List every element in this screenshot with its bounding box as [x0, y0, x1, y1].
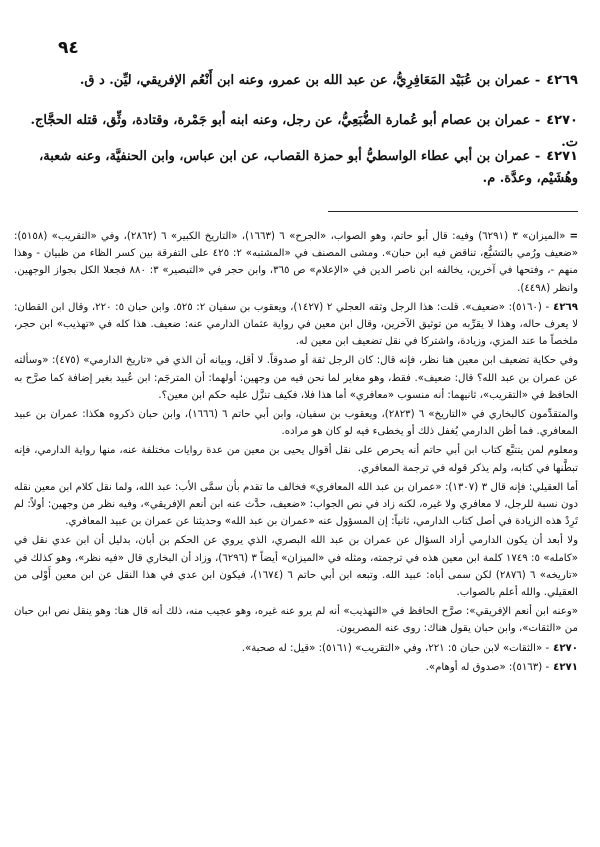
footnote: ولا أبعد أن يكون الدارمي أراد السؤال عن عمران بن عبد الله البصري، الذي يروي عن الحكم بن أبان، بدليل أن ابن عدي نقل في «كامله» ٥: ١٧٤٩ كلمة ابن معين هذه في ترجمته، ومثله في «الميزان» أيضاً ٣ (٦٢٩٦)، وزاد أن البخاري قال «فيه نظر»، وهو كذلك في «تاريخه» ٦ (٢٨٧٦) لكن سمى أباه: عبيد الله. وتبعه ابن أبي حاتم ٦ (١٦٧٤)، فيكون ابن عدي في هذا النقل عن ابن معين أَوْلى من العقيلي. والله أعلم بالصواب. — [14, 535, 578, 599]
footnote: ٤٢٧٠- «الثقات» لابن حبان ٥: ٢٢١، وفي «التقريب» (٥١٦١): «قيل: له صحبة». — [241, 642, 578, 654]
footnote: =«الميزان» ٣ (٦٢٩١) وفيه: قال أبو حاتم، وهو الصواب، «الجرح» ٦ (١٦٦٣)، «التاريخ الكبير» ٦ (٢٨٦٢)، وفي «التقريب» (٥١٥٨): «ضعيف ورُمي بالتشيُّع، تناقض فيه ابن حبان». ومشى المصنف في «المشتبه» ٢: ٤٢٥ على التفرقة بين كسر الظاء من ظبيان - وهذا منهم -، وفتحها في آخرين، يخالفه ابن ناصر الدين في «الإعلام» ص ٣٦٥، وابن حجر في «التبصير» ٣: ٨٨٠ فجعلا الكل بجواز الوجهين. وانظر (٤٤٩٨). — [14, 231, 579, 294]
footnote-separator — [328, 211, 578, 212]
entry-number: ٤٢٧١ — [546, 149, 578, 164]
footnote: وفي حكاية تضعيف ابن معين هنا نظر، فإنه قال: كان الرجل ثقة أو صدوقاً. لا أقل، وبيانه أن الذي في «تاريخ الدارمي» (٤٧٥): «وسألته عن عمران بن عبد الله؟ قال: ضعيف». فقط، وهو مغاير لما نحن فيه من وجهين: أولهما: أن المترجَم: ابن عُبيد بغير إضافة كما صرَّح به الحافظ في «التقريب»، ثانيهما: أنه منسوب «معافري» أما هذا فلا، فكيف تنزَّل عليه حكم ابن معين؟. — [14, 355, 578, 401]
entry-text: - عمران بن أبي عطاء الواسطيُّ أبو حمزة القصاب، عن ابن عباس، وابن الحنفيَّة، وعنه شعبة، وهُشَيْم، وعدَّة. م. — [39, 149, 578, 186]
entry-text: - عمران بن عُبَيْد المَعَافِرِيُّ، عن عبد الله بن عمرو، وعنه ابن أَنْعُم الإفريقي، ليِّن. د ق. — [79, 73, 541, 88]
footnote: ومعلوم لمن يتتبَّع كتاب ابن أبي حاتم أنه يحرص على نقل أقوال يحيى بن معين من عدة روايات مختلفة عنه، منها رواية الدارمي، فإنه تبطَّنها في كتابه، ولم يذكر قوله في ترجمة المعافري. — [14, 445, 578, 474]
footnote: ٤٢٦٩- (٥١٦٠): «ضعيف». قلت: هذا الرجل وثقه العجلي ٢ (١٤٢٧)، ويعقوب بن سفيان ٢: ٥٢٥. وابن حبان ٥: ٢٢٠، وقال ابن القطان: لا يعرف حاله، وهذا لا يقرِّبه من توثيق الآخرين، وقال ابن معين في رواية عثمان الدارمي عنه: ضعيف. هذا كله في «تهذيب» ابن حجر، ملخصاً ما عند المزي، وزيادة، واشتركا في نقل تضعيف ابن معين له. — [14, 301, 578, 348]
entry-text: - عمران بن عصام أبو عُمارة الضُّبَعِيُّ، عن رجل، وعنه ابنه أبو جَمْرة، وقتادة، وثِّق، قتله الحجَّاج. ت. — [30, 113, 578, 150]
footnote: أما العقيلي: فإنه قال ٣ (١٣٠٧): «عمران بن عبد الله المعافري» فخالف ما تقدم بأن سمَّى الأب: عبد الله، ولما نقل كلام ابن معين نقله دون نسبة للرجل، لا معافري ولا غيره، لكنه زاد في نص الجواب: «ضعيف، حدَّث عنه ابن أنعم الإفريقي»، وفيه نظر من وجهين: أولاً: لم تَرِدْ هذه الزيادة في أصل كتاب الدارمي، ثانياً: إن المسؤول عنه «عمران بن عبد الله» وحديثنا عن عمران بن عبيد المعافري. — [14, 481, 578, 528]
footnote: «وعنه ابن أنعم الإفريقي»: صرَّح الحافظ في «التهذيب» أنه لم يرو عنه غيره، وهو عجيب منه، ذلك أنه قال هنا: وهو ينقل نص ابن حبان من «الثقات»، وابن حبان يقول هناك: روى عنه المصريون. — [14, 606, 578, 635]
entry-number: ٤٢٧٠ — [546, 113, 578, 128]
entry-4271 — [18, 146, 578, 190]
footnotes — [14, 228, 578, 678]
footnote: والمتقدِّمون كالبخاري في «التاريخ» ٦ (٢٨٢٣)، ويعقوب بن سفيان، وابن أبي حاتم ٦ (١٦٦٦)، وابن حبان ذكروه هكذا: عمران بن عبيد المعافري. فما أظن الدارمي يُغفل ذلك أو يخطىء فيه لو كان هو مراده. — [14, 409, 579, 438]
page-number: ٩٤ — [58, 38, 79, 58]
entry-number: ٤٢٦٩ — [546, 73, 578, 88]
footnote: ٤٢٧١- (٥١٦٣): «صدوق له أوهام». — [425, 661, 578, 673]
entry-4269 — [18, 70, 578, 92]
